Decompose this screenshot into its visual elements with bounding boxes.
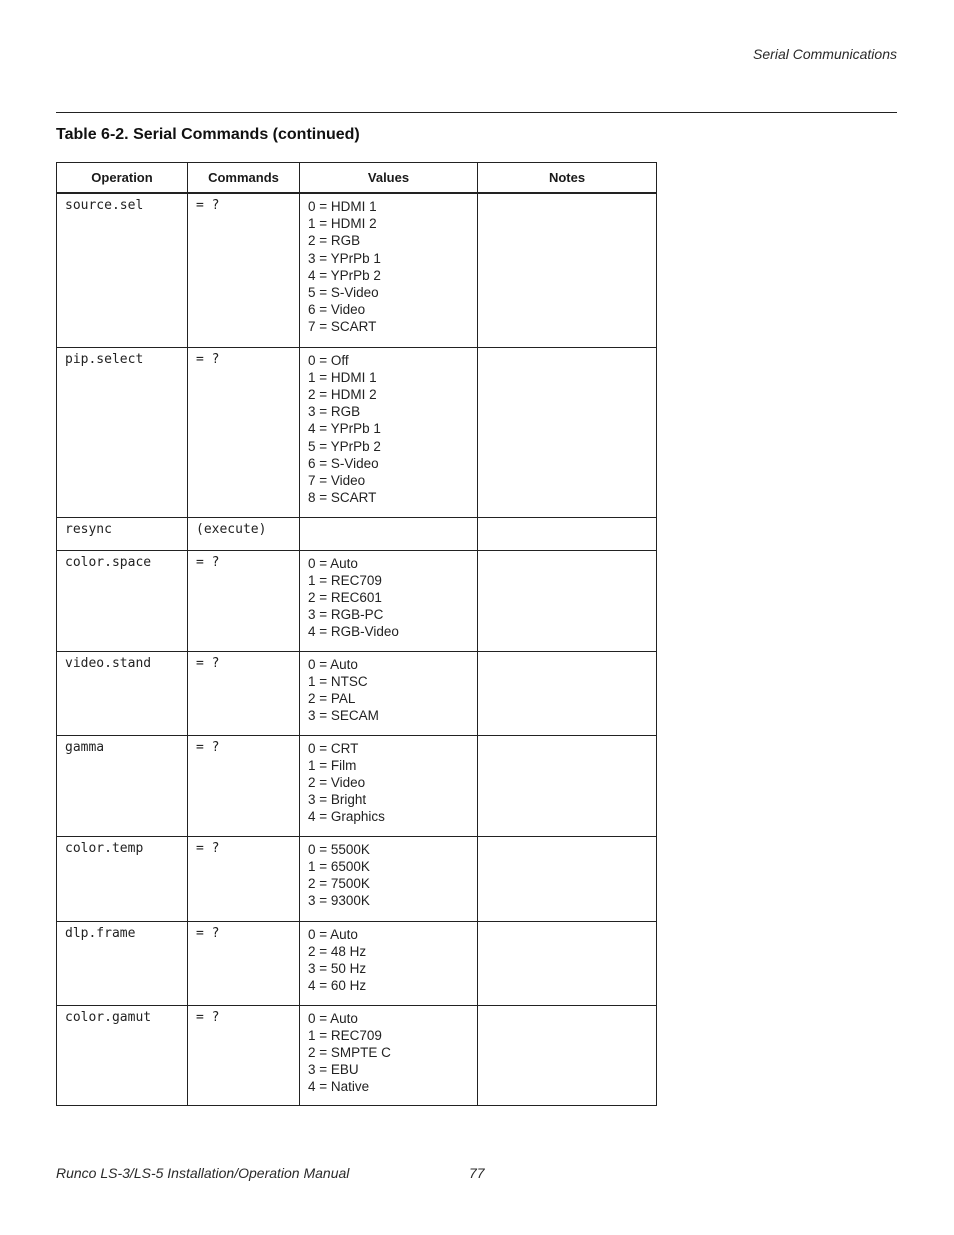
serial-commands-table: [56, 162, 657, 1106]
values-cell: [300, 921, 478, 1005]
operation-cell: color.space: [57, 550, 188, 651]
value-line: 3 = YPrPb 1: [308, 250, 381, 266]
value-line: 2 = REC601: [308, 589, 382, 605]
value-line: 2 = 48 Hz: [308, 943, 367, 959]
table-row: [57, 735, 657, 836]
notes-cell: [478, 517, 657, 550]
values-cell: [300, 193, 478, 347]
values-cell: [300, 836, 478, 921]
value-line: 4 = Graphics: [308, 809, 385, 825]
command-cell: = ?: [188, 550, 300, 651]
value-line: 6 = S-Video: [308, 455, 379, 471]
value-line: 3 = 9300K: [308, 893, 370, 909]
values-cell: [300, 517, 478, 550]
column-header-notes: Notes: [478, 163, 657, 194]
notes-cell: [478, 921, 657, 1005]
column-header-values: Values: [300, 163, 478, 194]
table-row: [57, 836, 657, 921]
value-line: 8 = SCART: [308, 490, 377, 506]
operation-cell: color.temp: [57, 836, 188, 921]
value-line: 3 = Bright: [308, 792, 367, 808]
table-title: Table 6-2. Serial Commands (continued): [56, 126, 360, 143]
values-cell: [300, 651, 478, 735]
value-line: 2 = HDMI 2: [308, 386, 377, 402]
page-number: 77: [469, 1165, 485, 1181]
value-line: 5 = YPrPb 2: [308, 438, 381, 454]
command-cell: = ?: [188, 347, 300, 517]
values-cell: [300, 735, 478, 836]
values-cell: [300, 550, 478, 651]
values-cell: [300, 1005, 478, 1105]
footer-manual-title: Runco LS-3/LS-5 Installation/Operation Manual: [56, 1165, 350, 1181]
value-line: 2 = PAL: [308, 690, 356, 706]
value-line: 4 = Native: [308, 1079, 370, 1095]
header-rule: [56, 112, 897, 113]
value-line: 6 = Video: [308, 302, 366, 318]
value-line: 3 = EBU: [308, 1062, 359, 1078]
table-header-row: [57, 163, 657, 194]
running-header: Serial Communications: [753, 46, 897, 62]
value-line: 4 = YPrPb 1: [308, 421, 381, 437]
column-header-operation: Operation: [57, 163, 188, 194]
value-line: 3 = 50 Hz: [308, 960, 367, 976]
command-cell: (execute): [188, 517, 300, 550]
value-line: 7 = Video: [308, 472, 366, 488]
value-line: 4 = RGB-Video: [308, 624, 399, 640]
value-line: 1 = REC709: [308, 1027, 382, 1043]
table-row: [57, 550, 657, 651]
operation-cell: dlp.frame: [57, 921, 188, 1005]
value-line: 0 = Auto: [308, 926, 358, 942]
value-line: 0 = Auto: [308, 1010, 358, 1026]
value-line: 1 = HDMI 1: [308, 369, 377, 385]
command-cell: = ?: [188, 651, 300, 735]
notes-cell: [478, 735, 657, 836]
notes-cell: [478, 651, 657, 735]
value-line: 1 = 6500K: [308, 858, 370, 874]
command-cell: = ?: [188, 735, 300, 836]
operation-cell: video.stand: [57, 651, 188, 735]
value-line: 2 = 7500K: [308, 875, 370, 891]
notes-cell: [478, 836, 657, 921]
operation-cell: color.gamut: [57, 1005, 188, 1105]
value-line: 3 = SECAM: [308, 708, 379, 724]
table-row: [57, 921, 657, 1005]
value-line: 2 = SMPTE C: [308, 1044, 391, 1060]
table-row: [57, 1005, 657, 1105]
command-cell: = ?: [188, 1005, 300, 1105]
value-line: 3 = RGB-PC: [308, 607, 384, 623]
notes-cell: [478, 347, 657, 517]
value-line: 1 = NTSC: [308, 673, 368, 689]
value-line: 1 = REC709: [308, 572, 382, 588]
command-cell: = ?: [188, 193, 300, 347]
table-row: [57, 651, 657, 735]
notes-cell: [478, 193, 657, 347]
value-line: 0 = CRT: [308, 740, 359, 756]
value-line: 0 = 5500K: [308, 841, 370, 857]
value-line: 2 = Video: [308, 774, 366, 790]
value-line: 1 = Film: [308, 757, 357, 773]
command-cell: = ?: [188, 836, 300, 921]
value-line: 7 = SCART: [308, 319, 377, 335]
value-line: 5 = S-Video: [308, 285, 379, 301]
value-line: 0 = Auto: [308, 555, 358, 571]
notes-cell: [478, 1005, 657, 1105]
value-line: 3 = RGB: [308, 404, 361, 420]
value-line: 0 = HDMI 1: [308, 199, 377, 214]
value-line: 0 = Off: [308, 352, 349, 368]
table-row: [57, 517, 657, 550]
value-line: 2 = RGB: [308, 233, 361, 249]
command-cell: = ?: [188, 921, 300, 1005]
value-line: 4 = YPrPb 2: [308, 267, 381, 283]
value-line: 0 = Auto: [308, 656, 358, 672]
table-row: [57, 193, 657, 347]
operation-cell: pip.select: [57, 347, 188, 517]
value-line: 1 = HDMI 2: [308, 216, 377, 232]
value-line: 4 = 60 Hz: [308, 978, 367, 994]
notes-cell: [478, 550, 657, 651]
values-cell: [300, 347, 478, 517]
column-header-commands: Commands: [188, 163, 300, 194]
operation-cell: gamma: [57, 735, 188, 836]
table-row: [57, 347, 657, 517]
operation-cell: resync: [57, 517, 188, 550]
operation-cell: source.sel: [57, 193, 188, 347]
